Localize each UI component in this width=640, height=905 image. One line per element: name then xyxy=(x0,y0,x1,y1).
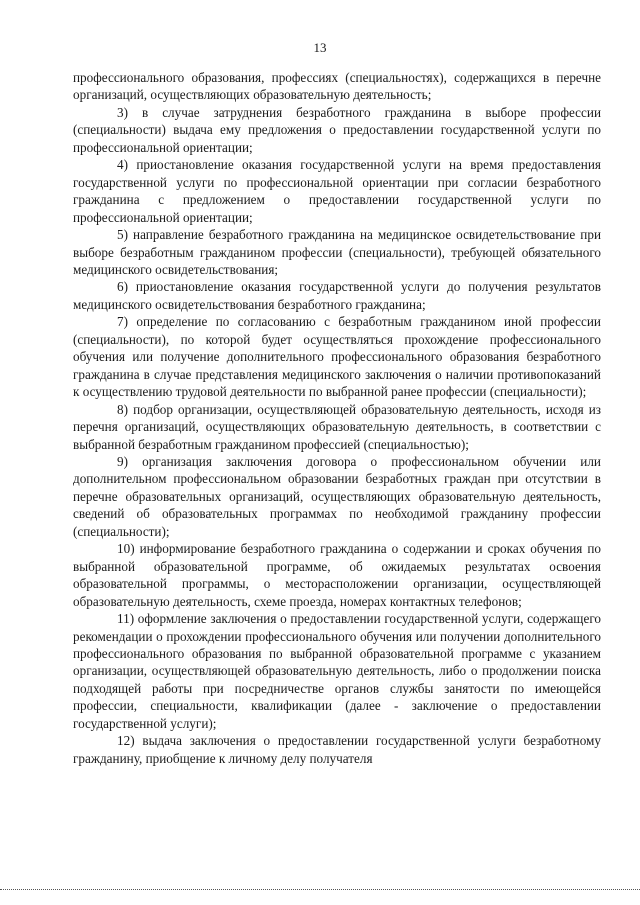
paragraph-item-3: 3) в случае затруднения безработного гражданина в выборе профессии (специальности) выдача ему предложения о предоставлении государственной услуги по профессиональной ориентации; xyxy=(73,104,601,155)
paragraph-continuation: профессионального образования, профессиях (специальностях), содержащихся в перечне организаций, осуществляющих образовательную деятельность; xyxy=(73,70,601,103)
paragraph-item-8: 8) подбор организации, осуществляющей образовательную деятельность, исходя из перечня организаций, осуществляющих образовательную деятельность, в соответствии с выбранной безработным гражданином профессией (специальностью); xyxy=(73,401,601,452)
paragraph-item-4: 4) приостановление оказания государственной услуги на время предоставления государственной услуги по профессиональной ориентации при согласии безработного гражданина с предложением о предоставлении государственной услуги по профессиональной ориентации; xyxy=(73,157,601,225)
paragraph-item-12: 12) выдача заключения о предоставлении государственной услуги безработному гражданину, приобщение к личному делу получателя xyxy=(73,733,601,766)
paragraph-item-7: 7) определение по согласованию с безработным гражданином иной профессии (специальности), по которой будет осуществляться прохождение профессионального обучения или получение дополнительного профессионального образования безработного гражданина в случае представления медицинского заключения о наличии противопоказаний к осуществлению трудовой деятельности по выбранной ранее профессии (специальности); xyxy=(73,314,601,400)
paragraph-item-10: 10) информирование безработного гражданина о содержании и сроках обучения по выбранной образовательной программе, об ожидаемых результатах освоения образовательной программы, о месторасположении организации, осуществляющей образовательную деятельность, схеме проезда, номерах контактных телефонов; xyxy=(73,541,601,609)
page-bottom-edge xyxy=(0,889,640,890)
paragraph-item-11: 11) оформление заключения о предоставлении государственной услуги, содержащего рекомендации о прохождении профессионального обучения или получении дополнительного профессионального образования по выбранной образовательной программе с указанием организации, осуществляющей образовательную деятельность, либо о продолжении поиска подходящей работы при посредничестве органов службы занятости по имеющейся профессии, специальности, квалификации (далее - заключение о предоставлении государственной услуги); xyxy=(73,611,601,731)
document-body xyxy=(73,69,601,767)
paragraph-item-9: 9) организация заключения договора о профессиональном обучении или дополнительном профессиональном образовании безработных граждан при отсутствии в перечне образовательных организаций, осуществляющих образовательную деятельность, сведений об образовательных программах по необходимой гражданину профессии (специальности); xyxy=(73,453,601,539)
page-number: 13 xyxy=(313,40,327,55)
paragraph-item-6: 6) приостановление оказания государственной услуги до получения результатов медицинского освидетельствования безработного гражданина; xyxy=(73,279,601,312)
paragraph-item-5: 5) направление безработного гражданина на медицинское освидетельствование при выборе безработным гражданином профессии (специальности), требующей обязательного медицинского освидетельствования; xyxy=(73,227,601,277)
